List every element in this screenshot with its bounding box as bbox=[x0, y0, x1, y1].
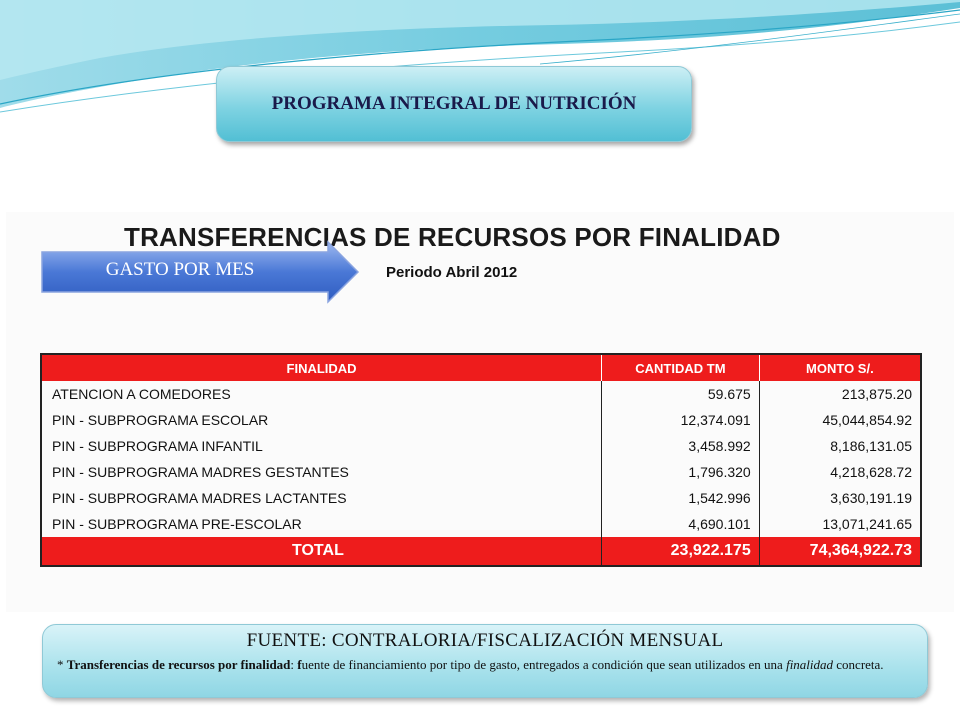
table-row bbox=[41, 381, 921, 407]
slide-title: PROGRAMA INTEGRAL DE NUTRICIÓN bbox=[271, 93, 637, 114]
table-row bbox=[41, 511, 921, 537]
table-row bbox=[41, 485, 921, 511]
cell-monto: 13,071,241.65 bbox=[759, 511, 921, 537]
cell-finalidad: PIN - SUBPROGRAMA MADRES LACTANTES bbox=[52, 490, 347, 506]
note-prefix: * bbox=[57, 657, 67, 672]
column-header-monto: MONTO S/. bbox=[759, 354, 921, 381]
gasto-por-mes-label: GASTO POR MES bbox=[105, 259, 255, 280]
source-box bbox=[42, 624, 928, 698]
table-total-row bbox=[41, 537, 921, 566]
cell-cantidad: 4,690.101 bbox=[602, 511, 760, 537]
source-title: FUENTE: CONTRALORIA/FISCALIZACIÓN MENSUAL bbox=[246, 630, 724, 651]
cell-cantidad: 59.675 bbox=[602, 381, 760, 407]
note-italic: finalidad bbox=[786, 657, 834, 672]
note-term: Transferencias de recursos por finalidad bbox=[66, 657, 291, 672]
slide-title-box bbox=[216, 66, 692, 142]
note-text-b: concreta. bbox=[833, 657, 884, 672]
cell-cantidad: 1,796.320 bbox=[602, 459, 760, 485]
total-cantidad: 23,922.175 bbox=[602, 537, 760, 566]
cell-finalidad: ATENCION A COMEDORES bbox=[52, 386, 231, 402]
note-colon: : bbox=[290, 657, 298, 672]
cell-finalidad: PIN - SUBPROGRAMA MADRES GESTANTES bbox=[52, 464, 349, 480]
cell-monto: 45,044,854.92 bbox=[759, 407, 921, 433]
table-header-row bbox=[41, 354, 921, 381]
total-label: TOTAL bbox=[41, 537, 602, 566]
cell-cantidad: 12,374.091 bbox=[602, 407, 760, 433]
table-heading: TRANSFERENCIAS DE RECURSOS POR FINALIDAD bbox=[124, 222, 781, 252]
cell-finalidad: PIN - SUBPROGRAMA INFANTIL bbox=[52, 438, 263, 454]
table-period: Periodo Abril 2012 bbox=[386, 264, 518, 281]
cell-cantidad: 3,458.992 bbox=[602, 433, 760, 459]
cell-finalidad: PIN - SUBPROGRAMA PRE-ESCOLAR bbox=[52, 516, 302, 532]
table-row bbox=[41, 407, 921, 433]
total-monto: 74,364,922.73 bbox=[759, 537, 921, 566]
cell-monto: 3,630,191.19 bbox=[759, 485, 921, 511]
note-text-a: uente de financiamiento por tipo de gasto, entregados a condición que sean utilizados en una bbox=[301, 657, 787, 672]
table-row bbox=[41, 433, 921, 459]
transferencias-table bbox=[40, 353, 922, 567]
cell-monto: 213,875.20 bbox=[759, 381, 921, 407]
cell-finalidad: PIN - SUBPROGRAMA ESCOLAR bbox=[52, 412, 269, 428]
cell-cantidad: 1,542.996 bbox=[602, 485, 760, 511]
cell-monto: 8,186,131.05 bbox=[759, 433, 921, 459]
column-header-cantidad: CANTIDAD TM bbox=[602, 354, 760, 381]
column-header-finalidad: FINALIDAD bbox=[41, 354, 602, 381]
cell-monto: 4,218,628.72 bbox=[759, 459, 921, 485]
source-note bbox=[57, 656, 913, 674]
table-row bbox=[41, 459, 921, 485]
note-first-letter: f bbox=[297, 657, 302, 672]
